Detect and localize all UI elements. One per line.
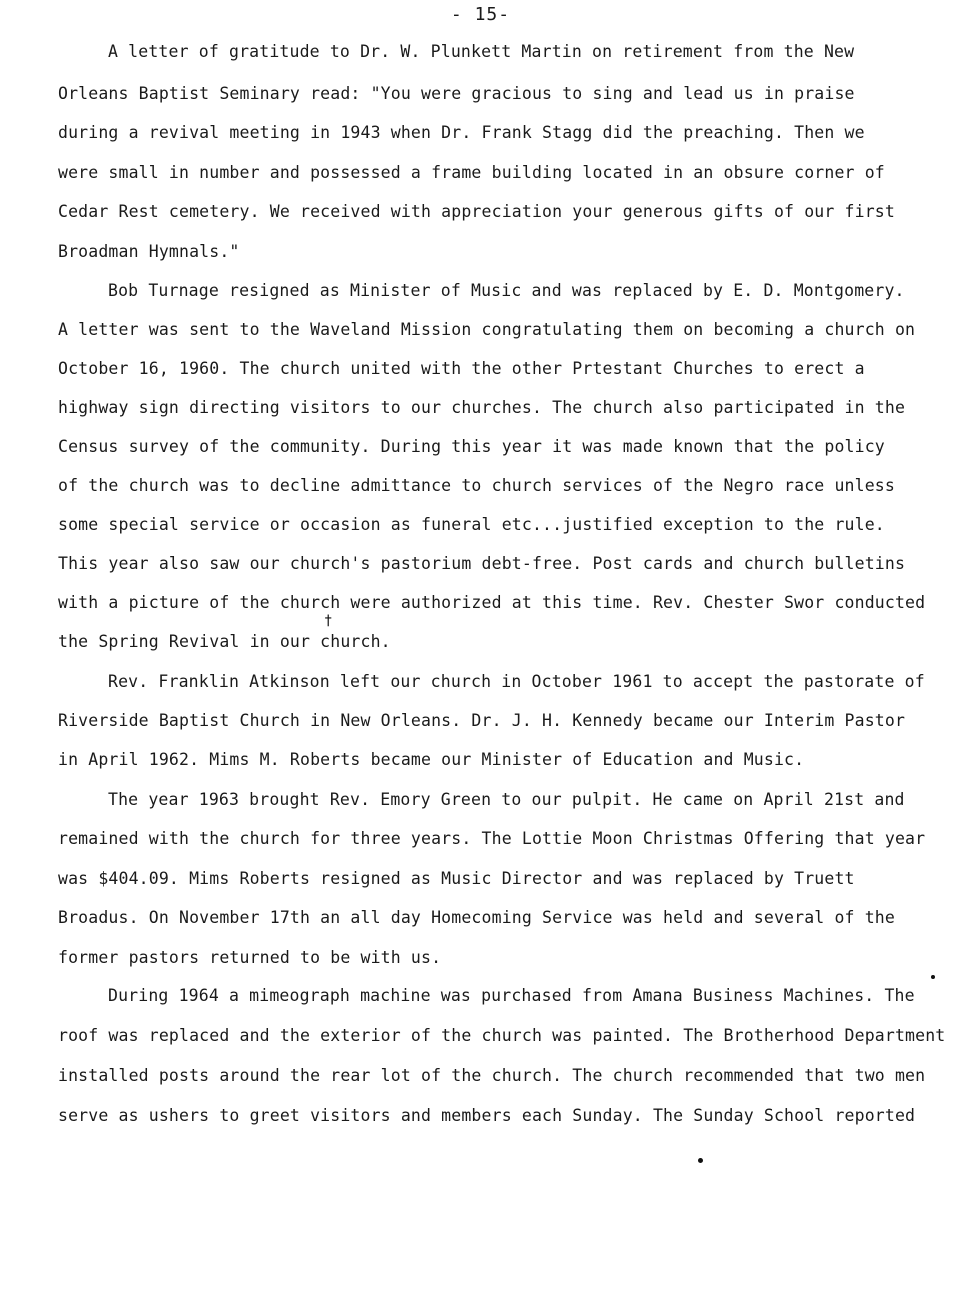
text-line: in April 1962. Mims M. Roberts became our Minister of Education and Music. xyxy=(58,750,805,769)
text-line: Riverside Baptist Church in New Orleans. Dr. J. H. Kennedy became our Interim Pastor xyxy=(58,711,906,730)
text-line: Census survey of the community. During this year it was made known that the policy xyxy=(58,437,885,456)
text-line: were small in number and possessed a frame building located in an obsure corner of xyxy=(58,163,885,182)
text-line: Rev. Franklin Atkinson left our church in October 1961 to accept the pastorate of xyxy=(108,672,925,691)
text-line: of the church was to decline admittance to church services of the Negro race unless xyxy=(58,476,895,495)
text-line: former pastors returned to be with us. xyxy=(58,948,442,967)
text-line: roof was replaced and the exterior of the church was painted. The Brotherhood Department xyxy=(58,1026,946,1045)
text-line: highway sign directing visitors to our churches. The church also participated in the xyxy=(58,398,906,417)
caret-mark: † xyxy=(324,613,333,629)
ink-spot xyxy=(931,975,935,979)
text-line: October 16, 1960. The church united with the other Prtestant Churches to erect a xyxy=(58,359,865,378)
text-line: installed posts around the rear lot of the church. The church recommended that two men xyxy=(58,1066,926,1085)
text-line: the Spring Revival in our church. xyxy=(58,632,391,651)
text-line: with a picture of the church were authorized at this time. Rev. Chester Swor conducted xyxy=(58,593,926,612)
page-number: - 15- xyxy=(450,4,511,25)
text-line: some special service or occasion as funeral etc...justified exception to the rule. xyxy=(58,515,885,534)
text-line: A letter was sent to the Waveland Mission congratulating them on becoming a church on xyxy=(58,320,916,339)
text-line: was $404.09. Mims Roberts resigned as Music Director and was replaced by Truett xyxy=(58,869,855,888)
text-line: Broadman Hymnals." xyxy=(58,242,240,261)
ink-spot xyxy=(698,1158,703,1163)
text-line: serve as ushers to greet visitors and members each Sunday. The Sunday School reported xyxy=(58,1106,916,1125)
text-line: Broadus. On November 17th an all day Homecoming Service was held and several of the xyxy=(58,908,895,927)
text-line: Cedar Rest cemetery. We received with appreciation your generous gifts of our first xyxy=(58,202,895,221)
text-line: This year also saw our church's pastorium debt-free. Post cards and church bulletins xyxy=(58,554,906,573)
text-line: Bob Turnage resigned as Minister of Music and was replaced by E. D. Montgomery. xyxy=(108,281,905,300)
text-line: during a revival meeting in 1943 when Dr. Frank Stagg did the preaching. Then we xyxy=(58,123,865,142)
text-line: remained with the church for three years. The Lottie Moon Christmas Offering that year xyxy=(58,829,926,848)
text-line: Orleans Baptist Seminary read: "You were gracious to sing and lead us in praise xyxy=(58,84,855,103)
text-line: A letter of gratitude to Dr. W. Plunkett Martin on retirement from the New xyxy=(108,42,855,61)
text-line: During 1964 a mimeograph machine was purchased from Amana Business Machines. The xyxy=(108,986,915,1005)
text-line: The year 1963 brought Rev. Emory Green to our pulpit. He came on April 21st and xyxy=(108,790,905,809)
